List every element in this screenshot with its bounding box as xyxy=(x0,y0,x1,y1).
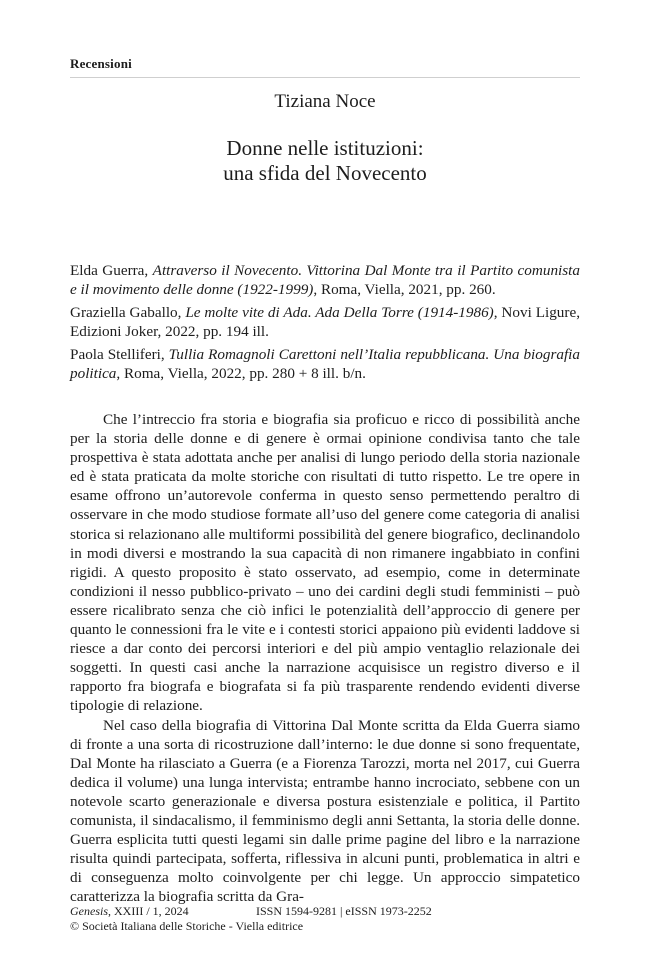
reference-item xyxy=(70,303,580,341)
reference-details: , Novi Ligure, Edizioni Joker, 2022, pp. 194 ill. xyxy=(70,304,580,340)
journal-issue: , XXIII / 1, 2024 xyxy=(108,904,189,918)
journal-name: Genesis xyxy=(70,904,108,918)
reference-details: , Roma, Viella, 2021, pp. 260. xyxy=(313,281,496,298)
page-footer xyxy=(70,904,580,934)
section-label: Recensioni xyxy=(70,56,132,71)
header-divider xyxy=(70,77,580,78)
reference-author: Graziella Gaballo, xyxy=(70,304,186,321)
body-paragraph: Nel caso della biografia di Vittorina Dal Monte scritta da Elda Guerra siamo di fronte a una sorta di ricostruzione dall’interno: le due donne si sono frequentate, Dal Monte ha rilasciato a Guerra (e a Fiorenza Tarozzi, morta nel 2017, cui Guerra dedica il volume) una lunga intervista; entrambe hanno incrociato, sebbene con un notevole scarto generazionale e diversa postura esistenziale e politica, il Partito comunista, il sindacalismo, il femminismo degli anni Settanta, la storia delle donne. Guerra esplicita tutti questi legami sin dalle prime pagine del libro e la narrazione risulta quindi partecipata, sofferta, riflessiva in alcuni punti, problematica in altri e di conseguenza molto coinvolgente per chi legge. Un approccio simpatetico caratterizza la biografia scritta da Gra- xyxy=(70,716,580,906)
article-body xyxy=(70,410,580,906)
title-line-2: una sfida del Novecento xyxy=(223,161,427,185)
body-paragraph: Che l’intreccio fra storia e biografia sia proficuo e ricco di possibilità anche per la storia delle donne e di genere è ormai opinione condivisa tanto che tale prospettiva è stata adottata anche per analisi di lungo periodo della storia nazionale ed è stata praticata da molte storiche con risultati di tutto rispetto. Le tre opere in esame offrono un’autorevole conferma in questo senso permettendo peraltro di osservare in che modo studiose formate all’uso del genere come categoria di analisi storica si relazionano alle multiformi possibilità del genere biografico, declinandolo in modi diversi e mostrando la sua capacità di non rimanere ingabbiato in confini rigidi. A questo proposito è stato osservato, ad esempio, come in determinate condizioni il nesso pubblico-privato – uno dei cardini degli studi femministi – può essere ricalibrato senza che ciò infici le potenzialità dell’approccio di genere per quanto le connessioni fra le vite e i contesti storici appaiono più evidenti laddove si riesce a dar conto dei percorsi interiori e del più ampio ventaglio relazionale dei soggetti. In questi casi anche la narrazione acquisisce un registro diverso e il rapporto fra biografa e biografata si fa più trasparente rendendo evidenti diverse tipologie di relazione. xyxy=(70,411,580,715)
reference-title: Le molte vite di Ada. Ada Della Torre (1914-1986) xyxy=(185,304,494,321)
reference-item xyxy=(70,261,580,299)
reference-details: , Roma, Viella, 2022, pp. 280 + 8 ill. b/n. xyxy=(116,365,366,382)
reference-item xyxy=(70,345,580,383)
reference-author: Elda Guerra, xyxy=(70,262,153,279)
copyright-line: © Società Italiana delle Storiche - Viella editrice xyxy=(70,919,304,933)
title-line-1: Donne nelle istituzioni: xyxy=(226,136,424,160)
article-title xyxy=(70,136,580,186)
issn-line: ISSN 1594-9281 | eISSN 1973-2252 xyxy=(256,904,432,918)
article-author: Tiziana Noce xyxy=(274,91,376,112)
reference-title: Tullia Romagnoli Carettoni nell’Italia repubblicana. Una biografia politica xyxy=(70,346,580,382)
reference-title: Attraverso il Novecento. Vittorina Dal Monte tra il Partito comunista e il movimento delle donne (1922-1999) xyxy=(70,262,580,298)
reviewed-books xyxy=(70,261,580,387)
reference-author: Paola Stelliferi, xyxy=(70,346,169,363)
